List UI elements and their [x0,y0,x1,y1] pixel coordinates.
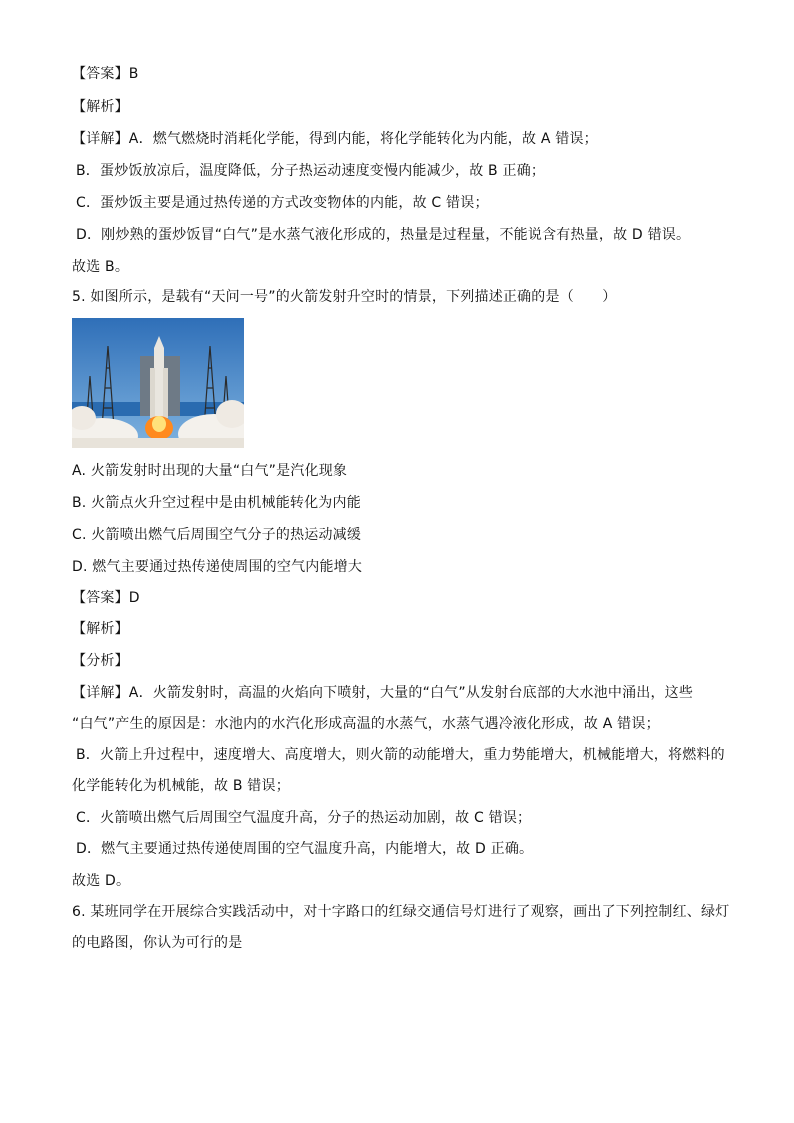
q5-option-a: A. 火箭发射时出现的大量“白气”是汽化现象 [72,463,348,479]
q6-stem-line1: 6. 某班同学在开展综合实践活动中，对十字路口的红绿交通信号灯进行了观察，画出了下列控制红、绿灯 [72,904,730,920]
q5-detail-a1: 【详解】A．火箭发射时，高温的火焰向下喷射，大量的“白气”从发射台底部的大水池中涌出，这些 [72,685,694,701]
q5-option-b: B. 火箭点火升空过程中是由机械能转化为内能 [72,495,361,511]
q5-conclusion: 故选 D。 [72,873,131,889]
q4-detail-d: D．刚炒熟的蛋炒饭冒“白气”是水蒸气液化形成的，热量是过程量，不能说含有热量，故 D 错误。 [76,227,691,243]
q5-detail-b1: B．火箭上升过程中，速度增大、高度增大，则火箭的动能增大，重力势能增大，机械能增大，将燃料的 [76,747,725,763]
q5-detail-c: C．火箭喷出燃气后周围空气温度升高，分子的热运动加剧，故 C 错误； [76,810,532,826]
q5-detail-b2: 化学能转化为机械能，故 B 错误； [72,778,290,794]
q6-stem-line2: 的电路图，你认为可行的是 [72,935,243,951]
q5-option-d: D. 燃气主要通过热传递使周围的空气内能增大 [72,559,363,575]
q4-detail-a: 【详解】A．燃气燃烧时消耗化学能，得到内能，将化学能转化为内能，故 A 错误； [72,131,598,147]
q5-analysis-sub: 【分析】 [72,653,129,669]
q5-option-c: C. 火箭喷出燃气后周围空气分子的热运动减缓 [72,527,362,543]
q4-analysis-label: 【解析】 [72,99,129,115]
rocket-launch-photo [72,318,244,448]
q5-detail-a2: “白气”产生的原因是：水池内的水汽化形成高温的水蒸气，水蒸气遇冷液化形成，故 A 错误； [72,716,660,732]
q4-conclusion: 故选 B。 [72,259,130,275]
q5-answer: 【答案】D [72,590,140,606]
q4-detail-c: C．蛋炒饭主要是通过热传递的方式改变物体的内能，故 C 错误； [76,195,489,211]
q4-detail-b: B．蛋炒饭放凉后，温度降低，分子热运动速度变慢内能减少，故 B 正确； [76,163,546,179]
q5-analysis-label: 【解析】 [72,621,129,637]
q5-stem: 5. 如图所示，是载有“天问一号”的火箭发射升空时的情景，下列描述正确的是（ ） [72,289,617,305]
q5-detail-d: D．燃气主要通过热传递使周围的空气温度升高，内能增大，故 D 正确。 [76,841,534,857]
q4-answer: 【答案】B [72,66,139,82]
